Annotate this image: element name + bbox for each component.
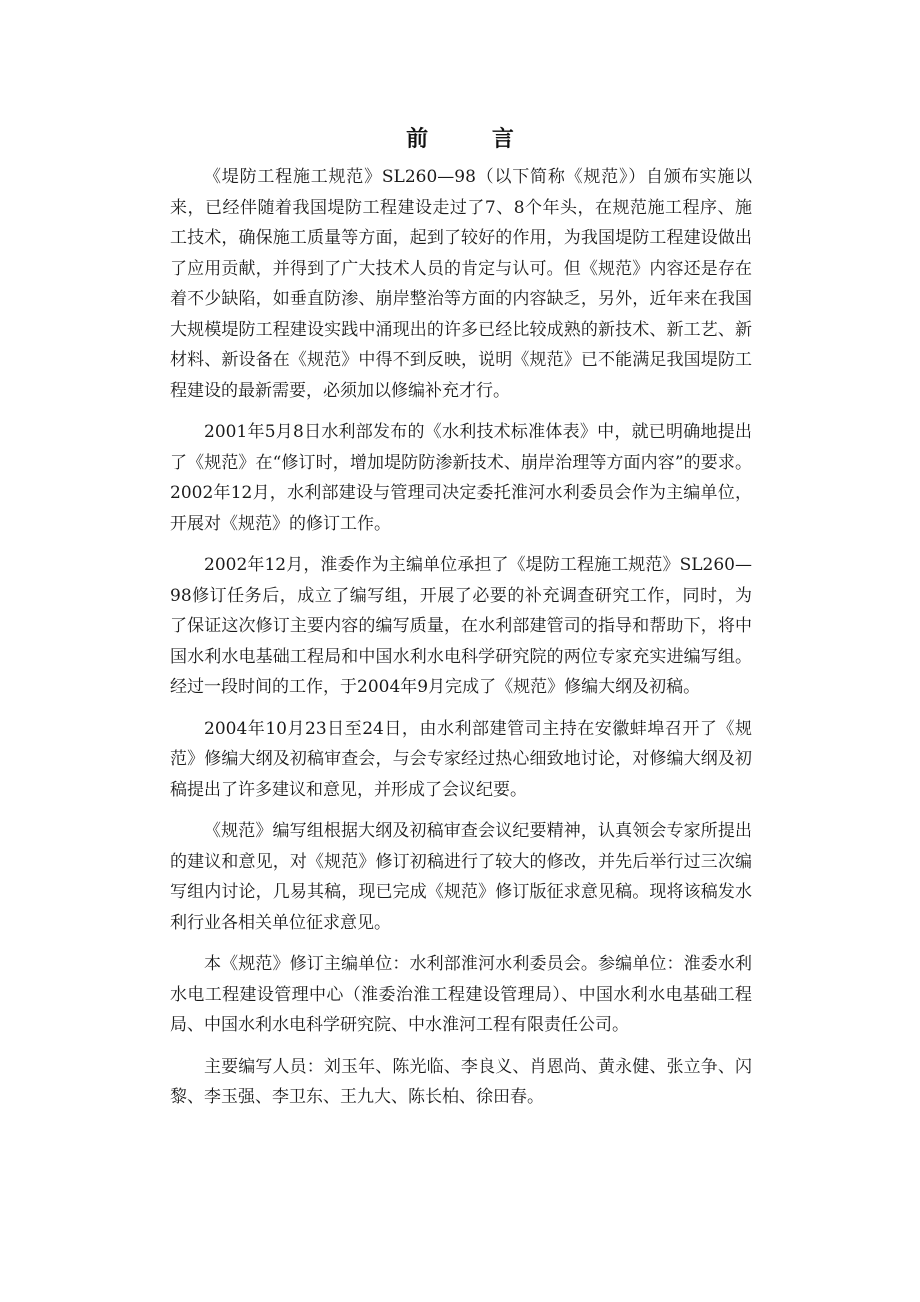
paragraph-units: 本《规范》修订主编单位：水利部淮河水利委员会。参编单位：淮委水利水电工程建设管理中心（淮委治淮工程建设管理局）、中国水利水电基础工程局、中国水利水电科学研究院、中水淮河工程有限责任公司。 [170,954,752,1035]
paragraph-2001: 2001年5月8日水利部发布的《水利技术标准体表》中，就已明确地提出了《规范》在“修订时，增加堤防防渗新技术、崩岸治理等方面内容”的要求。2002年12月，水利部建设与管理司决定委托淮河水利委员会作为主编单位，开展对《规范》的修订工作。 [170,422,752,534]
paragraph-revision: 《规范》编写组根据大纲及初稿审查会议纪要精神，认真领会专家所提出的建议和意见，对《规范》修订初稿进行了较大的修改，并先后举行过三次编写组内讨论，几易其稿，现已完成《规范》修订版征求意见稿。现将该稿发水利行业各相关单位征求意见。 [170,821,752,933]
paragraph-authors: 主要编写人员：刘玉年、陈光临、李良义、肖恩尚、黄永健、张立争、闪黎、李玉强、李卫东、王九大、陈长柏、徐田春。 [170,1056,752,1107]
page-title: 前 言 [406,127,542,152]
paragraph-intro: 《堤防工程施工规范》SL260—98（以下简称《规范》）自颁布实施以来，已经伴随着我国堤防工程建设走过了7、8个年头，在规范施工程序、施工技术，确保施工质量等方面，起到了较好的作用，为我国堤防工程建设做出了应用贡献，并得到了广大技术人员的肯定与认可。但《规范》内容还是存在着不少缺陷，如垂直防渗、崩岸整治等方面的内容缺乏，另外，近年来在我国大规模堤防工程建设实践中涌现出的许多已经比较成熟的新技术、新工艺、新材料、新设备在《规范》中得不到反映，说明《规范》已不能满足我国堤防工程建设的最新需要，必须加以修编补充才行。 [170,167,752,401]
document-body [170,162,752,1124]
paragraph-2002: 2002年12月，淮委作为主编单位承担了《堤防工程施工规范》SL260—98修订任务后，成立了编写组，开展了必要的补充调查研究工作，同时，为了保证这次修订主要内容的编写质量，在水利部建管司的指导和帮助下，将中国水利水电基础工程局和中国水利水电科学研究院的两位专家充实进编写组。经过一段时间的工作，于2004年9月完成了《规范》修编大纲及初稿。 [170,555,752,697]
paragraph-2004-review: 2004年10月23日至24日，由水利部建管司主持在安徽蚌埠召开了《规范》修编大纲及初稿审查会，与会专家经过热心细致地讨论，对修编大纲及初稿提出了许多建议和意见，并形成了会议纪要。 [170,718,752,800]
